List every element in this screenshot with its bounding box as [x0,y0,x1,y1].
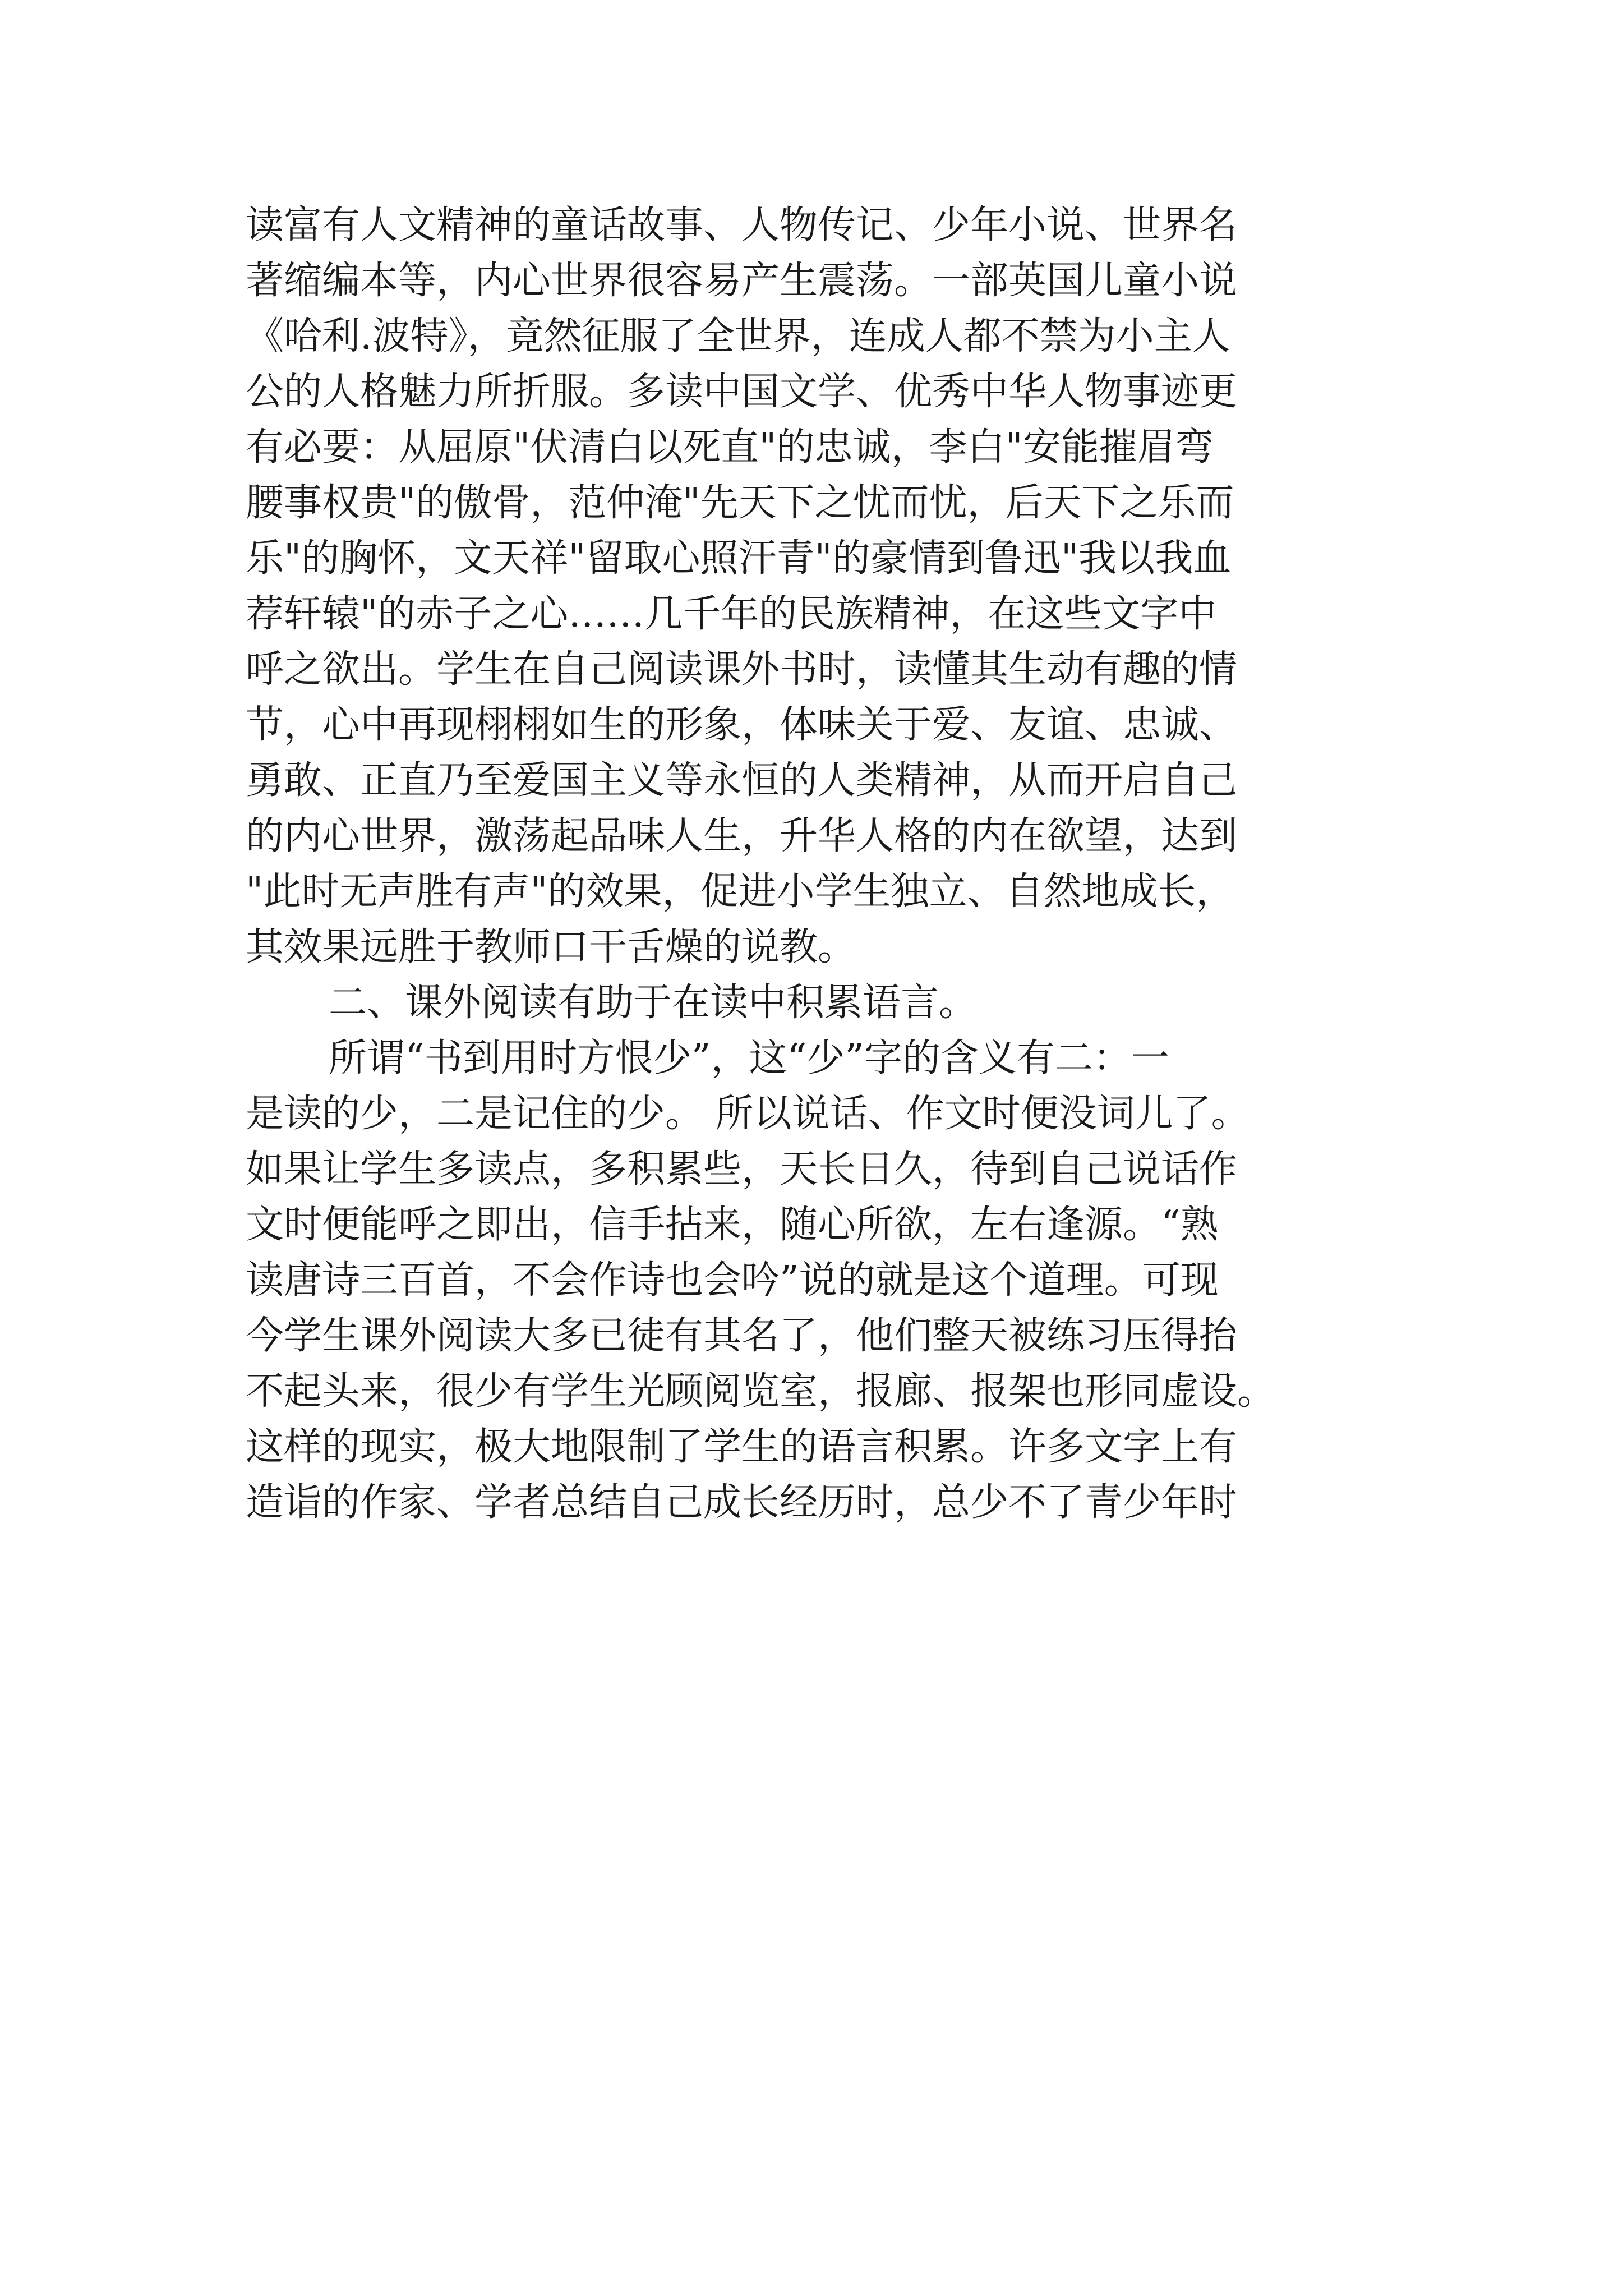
text-line: 荐轩辕"的赤子之心……几千年的民族精神，在这些文字中 [246,592,1217,636]
text-line: 节，心中再现栩栩如生的形象，体味关于爱、友谊、忠诚、 [246,703,1238,747]
text-line: 这样的现实，极大地限制了学生的语言积累。许多文字上有 [246,1425,1238,1469]
text-line: 勇敢、正直乃至爱国主义等永恒的人类精神，从而开启自己 [246,758,1238,803]
text-line: 不起头来，很少有学生光顾阅览室，报廊、报架也形同虚设。 [246,1369,1276,1414]
text-line: 如果让学生多读点，多积累些，天长日久，待到自己说话作 [246,1147,1238,1191]
paragraph-first-line: 所谓“书到用时方恨少”，这“少”字的含义有二：一 [329,1036,1170,1080]
text-line: 今学生课外阅读大多已徒有其名了，他们整天被练习压得抬 [246,1314,1238,1358]
text-line: 呼之欲出。学生在自己阅读课外书时，读懂其生动有趣的情 [246,647,1238,692]
text-line: 读富有人文精神的童话故事、人物传记、少年小说、世界名 [246,203,1238,247]
text-line: 读唐诗三百首，不会作诗也会吟”说的就是这个道理。可现 [246,1258,1219,1303]
text-line: 公的人格魅力所折服。多读中国文学、优秀中华人物事迹更 [246,370,1238,414]
body-text [246,197,1401,1530]
text-line: "此时无声胜有声"的效果，促进小学生独立、自然地成长， [246,869,1234,914]
text-line: 有必要：从屈原"伏清白以死直"的忠诚，李白"安能摧眉弯 [246,425,1214,470]
text-line: 腰事权贵"的傲骨，范仲淹"先天下之忧而忧，后天下之乐而 [246,481,1234,525]
text-line: 的内心世界，激荡起品味人生，升华人格的内在欲望，达到 [246,814,1238,858]
text-line: 其效果远胜于教师口干舌燥的说教。 [246,925,856,969]
text-line: 著缩编本等，内心世界很容易产生震荡。一部英国儿童小说 [246,259,1238,303]
section-heading: 二、课外阅读有助于在读中积累语言。 [329,981,978,1025]
text-line: 乐"的胸怀，文天祥"留取心照汗青"的豪情到鲁迅"我以我血 [246,536,1232,581]
text-line: 文时便能呼之即出，信手拈来，随心所欲，左右逢源。“熟 [246,1203,1219,1247]
text-line: 造诣的作家、学者总结自己成长经历时，总少不了青少年时 [246,1480,1238,1525]
text-line: 《哈利.波特》，竟然征服了全世界，连成人都不禁为小主人 [246,314,1230,358]
text-line: 是读的少，二是记住的少。 所以说话、作文时便没词儿了。 [246,1092,1249,1136]
